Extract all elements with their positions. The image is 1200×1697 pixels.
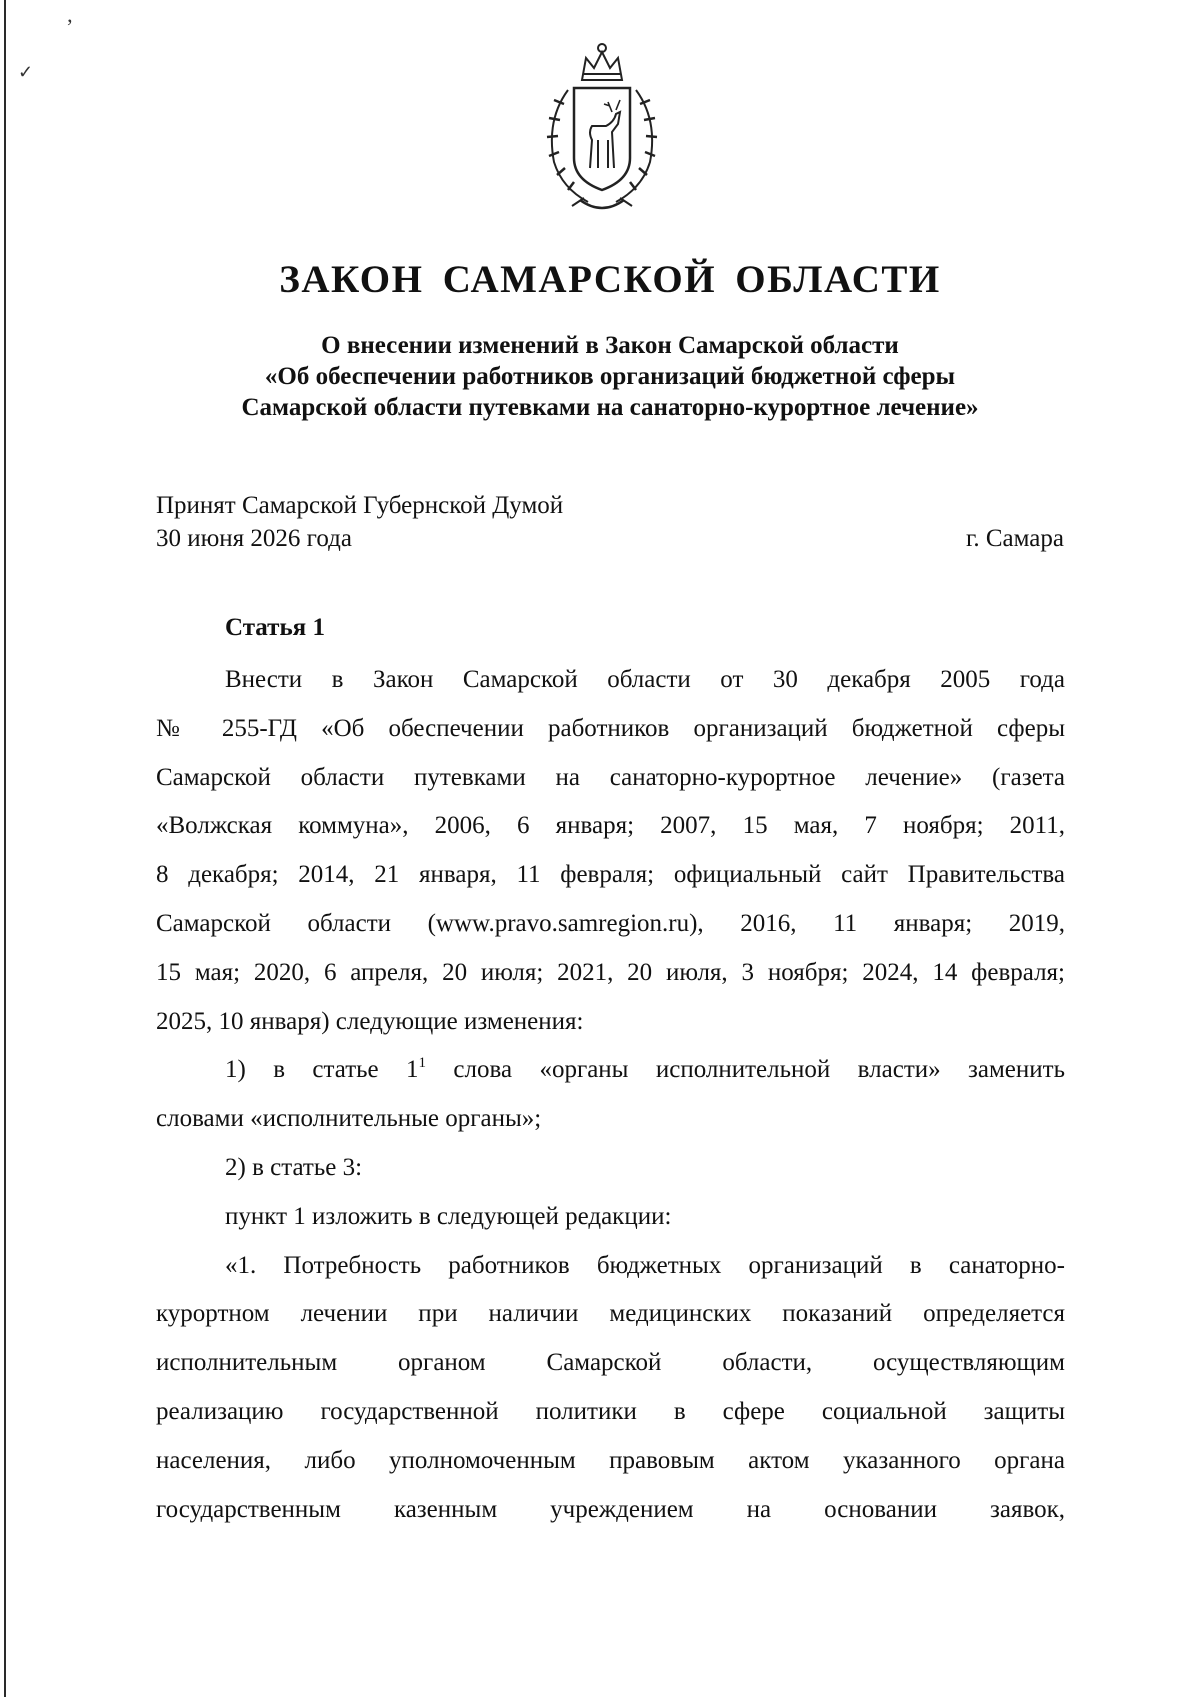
adoption-body: Принят Самарской Губернской Думой	[156, 492, 564, 519]
subtitle-line: Самарской области путевками на санаторно-курортное лечение»	[241, 394, 979, 421]
body-line: Внести в Закон Самарской области от 30 декабря 2005 года	[225, 666, 1065, 693]
item-2-intro: пункт 1 изложить в следующей редакции:	[225, 1202, 672, 1230]
quote-line: государственным казенным учреждением на основании заявок,	[156, 1495, 1065, 1523]
body-line: 8 декабря; 2014, 21 января, 11 февраля; официальный сайт Правительства	[156, 861, 1065, 889]
item-2-line: 2) в статье 3:	[225, 1153, 363, 1181]
quote-line: населения, либо уполномоченным правовым актом указанного органа	[156, 1446, 1065, 1474]
body-line: 2025, 10 января) следующие изменения:	[156, 1007, 584, 1035]
body-line: Самарской области путевками на санаторно-курортное лечение» (газета	[156, 763, 1065, 791]
body-line: 15 мая; 2020, 6 апреля, 20 июля; 2021, 20 июля, 3 ноября; 2024, 14 февраля;	[156, 958, 1065, 986]
adoption-block	[156, 489, 563, 555]
law-subtitle	[0, 330, 1200, 423]
body-line: «Волжская коммуна», 2006, 6 января; 2007, 15 мая, 7 ноября; 2011,	[156, 812, 1065, 840]
adoption-date: 30 июня 2026 года	[156, 525, 352, 552]
superscript: 1	[418, 1055, 427, 1072]
margin-check-mark: ✓	[18, 62, 34, 82]
item-1-line: словами «исполнительные органы»;	[156, 1105, 542, 1133]
quote-line: исполнительным органом Самарской области, осуществляющим	[156, 1349, 1065, 1377]
quote-line: реализацию государственной политики в сфере социальной защиты	[156, 1397, 1065, 1425]
article-heading: Статья 1	[225, 614, 325, 641]
coat-of-arms-emblem	[528, 40, 676, 218]
scan-edge-line	[4, 0, 6, 1697]
subtitle-line: «Об обеспечении работников организаций бюджетной сферы	[264, 363, 956, 390]
subtitle-line: О внесении изменений в Закон Самарской области	[321, 332, 899, 359]
item-1-text: слова «органы исполнительной власти» заменить	[426, 1056, 1065, 1084]
adoption-city: г. Самара	[965, 525, 1064, 552]
quote-line: «1. Потребность работников бюджетных организаций в санаторно-	[225, 1251, 1065, 1279]
item-1-prefix: 1) в статье 1	[225, 1056, 419, 1084]
law-title: ЗАКОН САМАРСКОЙ ОБЛАСТИ	[279, 258, 941, 301]
body-line: № 255-ГД «Об обеспечении работников организаций бюджетной сферы	[156, 714, 1065, 742]
body-line: Самарской области (www.pravo.samregion.ru), 2016, 11 января; 2019,	[156, 909, 1065, 937]
article-body	[156, 656, 1065, 1534]
item-1-line	[156, 1046, 1065, 1095]
quote-line: курортном лечении при наличии медицинских показаний определяется	[156, 1300, 1065, 1328]
margin-mark: ’	[66, 14, 74, 39]
